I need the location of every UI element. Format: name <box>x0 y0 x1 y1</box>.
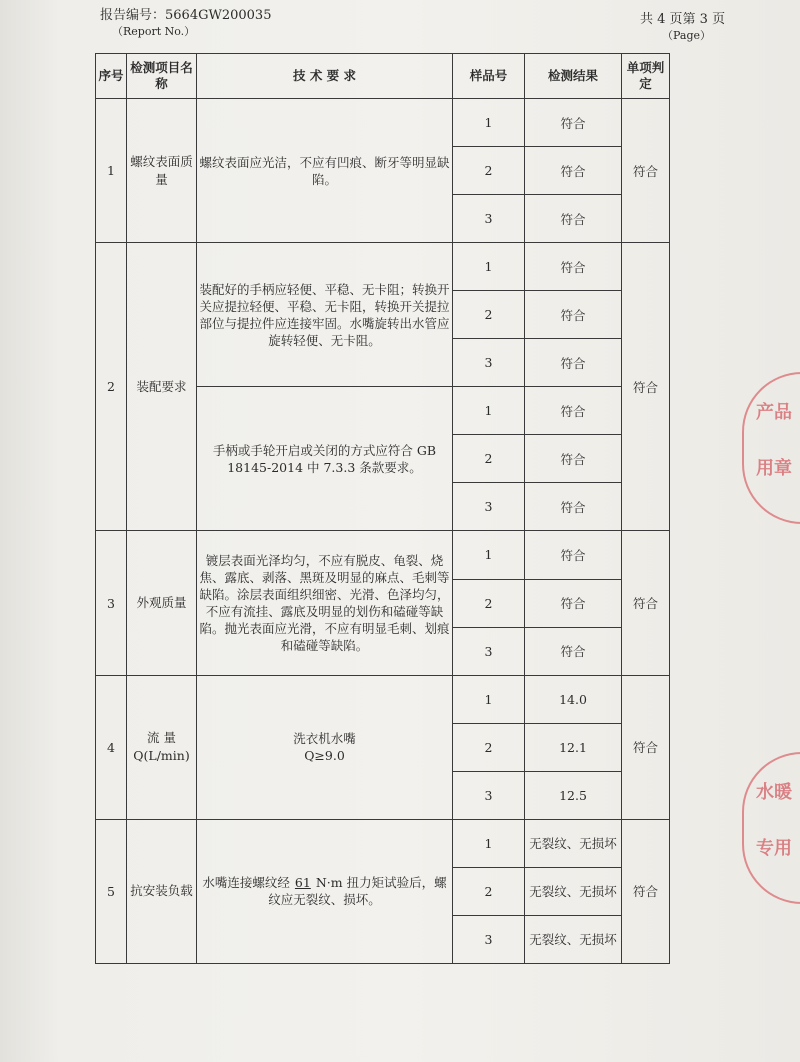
item-name-cell <box>127 675 197 819</box>
item-name-line1: 流 量 <box>147 730 176 746</box>
seq-cell: 5 <box>96 819 127 963</box>
sample-cell: 2 <box>453 291 525 339</box>
sample-cell: 3 <box>453 195 525 243</box>
sample-cell: 1 <box>453 819 525 867</box>
header-result: 检测结果 <box>525 54 622 99</box>
requirement-line2: Q≥9.0 <box>304 748 345 764</box>
result-cell: 符合 <box>525 195 622 243</box>
sample-cell: 3 <box>453 339 525 387</box>
page-info: 共 4 页第 3 页 <box>640 12 726 27</box>
result-cell: 符合 <box>525 243 622 291</box>
item-name-line2: Q(L/min) <box>133 748 190 764</box>
seq-cell: 3 <box>96 531 127 675</box>
header-row <box>96 54 670 99</box>
requirement-cell <box>197 675 453 819</box>
red-seal-stamp-bottom: 水暖 专用 <box>742 752 800 904</box>
sample-cell: 2 <box>453 579 525 627</box>
seq-cell: 1 <box>96 99 127 243</box>
result-cell: 12.1 <box>525 723 622 771</box>
result-cell: 无裂纹、无损坏 <box>525 819 622 867</box>
result-cell: 符合 <box>525 387 622 435</box>
sample-cell: 1 <box>453 387 525 435</box>
table-row <box>96 243 670 291</box>
table-row <box>96 99 670 147</box>
item-name-cell: 螺纹表面质量 <box>127 99 197 243</box>
header-judgement: 单项判定 <box>622 54 670 99</box>
requirement-line1: 洗衣机水嘴 <box>293 731 356 747</box>
result-cell: 符合 <box>525 579 622 627</box>
header-requirement: 技 术 要 求 <box>197 54 453 99</box>
requirement-cell: 螺纹表面应光洁，不应有凹痕、断牙等明显缺陷。 <box>197 99 453 243</box>
sample-cell: 2 <box>453 867 525 915</box>
torque-value: 61 <box>294 875 311 891</box>
judgement-cell: 符合 <box>622 675 670 819</box>
sample-cell: 3 <box>453 627 525 675</box>
sample-cell: 3 <box>453 483 525 531</box>
table-row <box>96 819 670 867</box>
table-row <box>96 675 670 723</box>
seq-cell: 4 <box>96 675 127 819</box>
sample-cell: 1 <box>453 531 525 579</box>
item-name-cell: 装配要求 <box>127 243 197 531</box>
page-info-header <box>640 12 725 44</box>
result-cell: 符合 <box>525 291 622 339</box>
red-seal-stamp-top: 产品 用章 <box>742 372 800 524</box>
judgement-cell: 符合 <box>622 531 670 675</box>
judgement-cell: 符合 <box>622 819 670 963</box>
requirement-cell: 装配好的手柄应轻便、平稳、无卡阻；转换开关应提拉轻便、平稳、无卡阻，转换开关提拉部位与提拉件应连接牢固。水嘴旋转出水管应旋转轻便、无卡阻。 <box>197 243 453 387</box>
report-number-header <box>100 8 271 40</box>
header-item: 检测项目名称 <box>127 54 197 99</box>
inspection-table <box>95 53 670 964</box>
result-cell: 符合 <box>525 483 622 531</box>
item-name-cell: 抗安装负载 <box>127 819 197 963</box>
result-cell: 符合 <box>525 627 622 675</box>
sample-cell: 3 <box>453 915 525 963</box>
result-cell: 无裂纹、无损坏 <box>525 867 622 915</box>
result-cell: 符合 <box>525 339 622 387</box>
report-no-en: （Report No.） <box>112 25 196 38</box>
sample-cell: 1 <box>453 243 525 291</box>
sample-cell: 1 <box>453 675 525 723</box>
sample-cell: 1 <box>453 99 525 147</box>
requirement-cell <box>197 819 453 963</box>
report-no-label: 报告编号： <box>100 8 166 23</box>
sample-cell: 2 <box>453 147 525 195</box>
seq-cell: 2 <box>96 243 127 531</box>
result-cell: 12.5 <box>525 771 622 819</box>
header-sample: 样品号 <box>453 54 525 99</box>
requirement-cell: 镀层表面光泽均匀，不应有脱皮、龟裂、烧焦、露底、剥落、黑斑及明显的麻点、毛刺等缺陷。涂层表面组织细密、光滑、色泽均匀，不应有流挂、露底及明显的划伤和磕碰等缺陷。抛光表面应光滑，不应有明显毛刺、划痕和磕碰等缺陷。 <box>197 531 453 675</box>
result-cell: 符合 <box>525 99 622 147</box>
report-no: 5664GW200035 <box>165 8 272 23</box>
requirement-post: N·m 扭力矩试验后，螺纹应无裂纹、损坏。 <box>268 875 447 908</box>
result-cell: 符合 <box>525 531 622 579</box>
sample-cell: 3 <box>453 771 525 819</box>
result-cell: 无裂纹、无损坏 <box>525 915 622 963</box>
table-row <box>96 531 670 579</box>
result-cell: 14.0 <box>525 675 622 723</box>
judgement-cell: 符合 <box>622 99 670 243</box>
result-cell: 符合 <box>525 435 622 483</box>
requirement-cell: 手柄或手轮开启或关闭的方式应符合 GB 18145-2014 中 7.3.3 条款要求。 <box>197 387 453 531</box>
header-seq: 序号 <box>96 54 127 99</box>
item-name-cell: 外观质量 <box>127 531 197 675</box>
sample-cell: 2 <box>453 435 525 483</box>
sample-cell: 2 <box>453 723 525 771</box>
requirement-pre: 水嘴连接螺纹经 <box>202 875 290 891</box>
judgement-cell: 符合 <box>622 243 670 531</box>
page-en: （Page） <box>662 29 712 42</box>
result-cell: 符合 <box>525 147 622 195</box>
